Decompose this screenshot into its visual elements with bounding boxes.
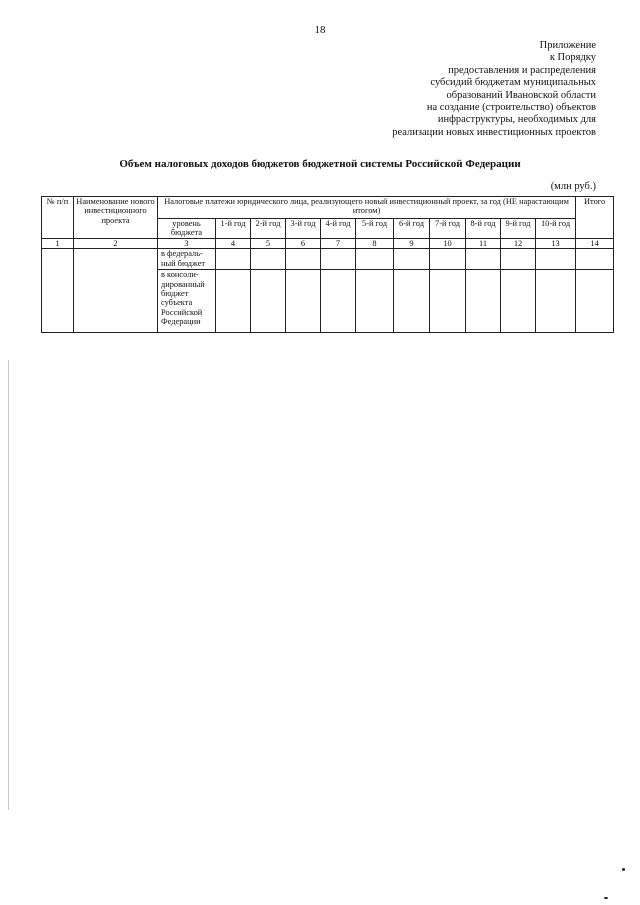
header-budget-level: уровень бюджета: [158, 219, 216, 239]
header-year: 4-й год: [321, 219, 356, 239]
cell-empty: [216, 249, 251, 270]
column-number: 11: [466, 238, 501, 248]
cell-empty: [394, 270, 430, 333]
header-year: 1-й год: [216, 219, 251, 239]
column-number: 5: [251, 238, 286, 248]
scan-artifact-dot: [622, 868, 625, 871]
cell-empty: [501, 270, 536, 333]
column-number: 10: [430, 238, 466, 248]
column-number: 2: [74, 238, 158, 248]
column-number: 1: [42, 238, 74, 248]
units-label: (млн руб.): [550, 181, 596, 192]
cell-empty: [74, 249, 158, 333]
header-tax-payments: Налоговые платежи юридического лица, реализующего новый инвестиционный проект, за год (НЕ нарастающим итогом): [158, 197, 576, 219]
cell-empty: [576, 270, 614, 333]
scan-artifact-line: [8, 360, 9, 810]
cell-empty: [321, 249, 356, 270]
header-year: 8-й год: [466, 219, 501, 239]
appendix-line: реализации новых инвестиционных проектов: [392, 126, 596, 138]
cell-empty: [42, 249, 74, 333]
cell-empty: [286, 249, 321, 270]
scan-artifact-dot: [604, 897, 608, 899]
header-project-name: Наименование нового инвестиционного проекта: [74, 197, 158, 239]
budget-level-federal: в федераль-ный бюджет: [158, 249, 216, 270]
appendix-line: образований Ивановской области: [446, 89, 596, 101]
cell-empty: [430, 270, 466, 333]
cell-empty: [356, 249, 394, 270]
appendix-line: субсидий бюджетам муниципальных: [430, 77, 596, 89]
cell-empty: [466, 249, 501, 270]
column-number: 12: [501, 238, 536, 248]
column-number: 13: [536, 238, 576, 248]
column-number: 8: [356, 238, 394, 248]
document-title: Объем налоговых доходов бюджетов бюджетной системы Российской Федерации: [119, 158, 521, 170]
cell-empty: [286, 270, 321, 333]
cell-empty: [394, 249, 430, 270]
header-no: № п/п: [42, 197, 74, 239]
cell-empty: [536, 249, 576, 270]
cell-empty: [430, 249, 466, 270]
column-number: 4: [216, 238, 251, 248]
header-year: 5-й год: [356, 219, 394, 239]
cell-empty: [251, 270, 286, 333]
cell-empty: [251, 249, 286, 270]
appendix-line: к Порядку: [549, 52, 596, 64]
column-number: 7: [321, 238, 356, 248]
cell-empty: [466, 270, 501, 333]
header-year: 2-й год: [251, 219, 286, 239]
header-total: Итого: [576, 197, 614, 239]
header-year: 3-й год: [286, 219, 321, 239]
appendix-line: инфраструктуры, необходимых для: [437, 114, 596, 126]
column-number: 6: [286, 238, 321, 248]
column-number: 9: [394, 238, 430, 248]
cell-empty: [576, 249, 614, 270]
cell-empty: [536, 270, 576, 333]
header-year: 7-й год: [430, 219, 466, 239]
cell-empty: [216, 270, 251, 333]
appendix-header: [336, 40, 596, 139]
appendix-line: на создание (строительство) объектов: [426, 102, 596, 114]
header-year: 10-й год: [536, 219, 576, 239]
appendix-line: предоставления и распределения: [448, 64, 596, 76]
budget-level-consolidated: в консоли-дированный бюджет субъекта Российской Федерации: [158, 270, 216, 333]
column-number: 3: [158, 238, 216, 248]
cell-empty: [321, 270, 356, 333]
appendix-line: Приложение: [539, 40, 596, 51]
tax-revenue-table: [41, 196, 614, 333]
cell-empty: [356, 270, 394, 333]
header-year: 9-й год: [501, 219, 536, 239]
table-row-federal: [42, 249, 614, 270]
header-year: 6-й год: [394, 219, 430, 239]
page-number: 18: [314, 24, 326, 36]
column-number: 14: [576, 238, 614, 248]
cell-empty: [501, 249, 536, 270]
